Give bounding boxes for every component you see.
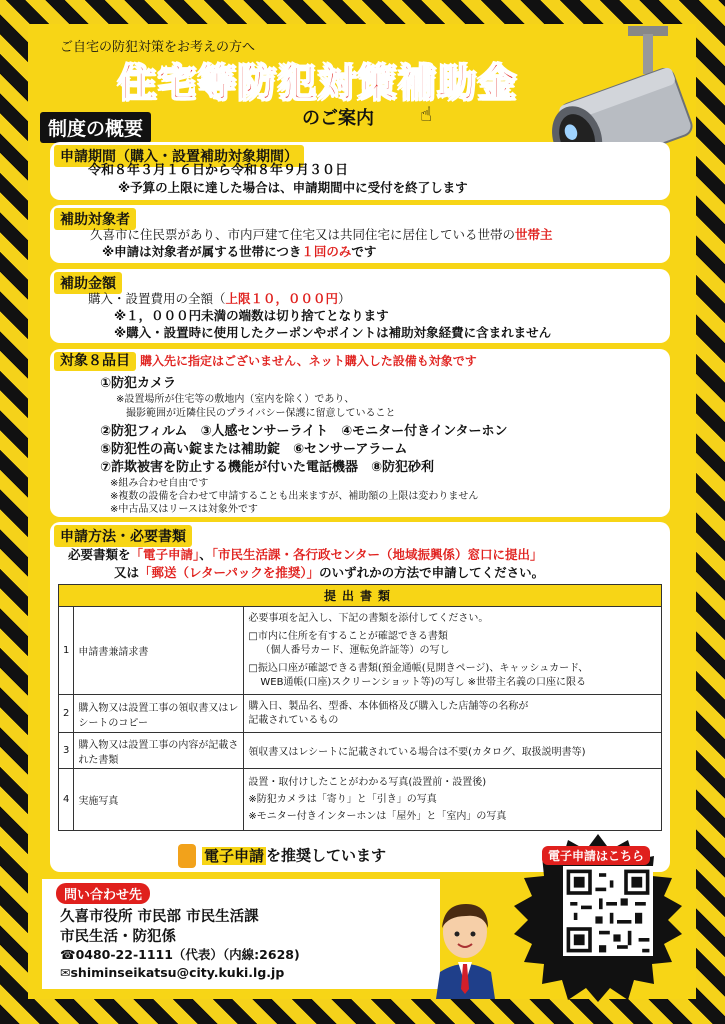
row-number: 4	[59, 769, 74, 831]
items-row3: ⑤防犯性の高い錠または補助錠 ⑥センサーアラーム	[100, 442, 408, 457]
row-detail-line: （個人番号カード、運転免許証等）の写し	[260, 644, 450, 656]
table-row	[59, 769, 662, 831]
table-row	[59, 695, 662, 733]
eligible-line2	[102, 243, 376, 260]
row-detail	[244, 695, 662, 733]
eligible-head-of-household: 世帯主	[515, 227, 553, 242]
eligible-once: １回のみ	[301, 244, 352, 259]
contact-phone: ☎0480-22-1111（代表）（内線:2628)	[60, 947, 300, 962]
eligible-heading: 補助対象者	[54, 208, 136, 230]
table-header: 提出書類	[59, 585, 662, 607]
amount-paren: ）	[338, 291, 351, 306]
period-heading: 申請期間（購入・設置補助対象期間）	[54, 145, 304, 167]
person-illustration	[428, 894, 503, 999]
recommend-text: を推奨しています	[266, 846, 387, 865]
contact-tag: 問い合わせ先	[56, 883, 150, 904]
contact-section: 市民生活・防犯係	[60, 929, 176, 945]
method-or: 又は	[114, 565, 140, 580]
qr-label: 電子申請はこちら	[542, 846, 650, 865]
item-camera-note1: ※設置場所が住宅等の敷地内（室内を除く）であり、	[116, 394, 355, 405]
table-row	[59, 607, 662, 695]
row-detail-line: WEB通帳(口座)スクリーンショット等)の写し ※世帯主名義の口座に限る	[260, 676, 587, 688]
amount-note2: ※購入・設置時に使用したクーポンやポイントは補助対象経費に含まれません	[114, 325, 552, 340]
method-text2: のいずれかの方法で申請してください。	[319, 565, 545, 580]
recommend-line	[178, 844, 386, 868]
row-detail-line: 購入日、製品名、型番、本体価格及び購入した店舗等の名称が	[248, 700, 529, 712]
eligible-text: 久喜市に住民票があり、市内戸建て住宅又は共同住宅に居住している世帯の	[90, 227, 516, 242]
amount-heading: 補助金額	[54, 272, 122, 294]
row-number: 2	[59, 695, 74, 733]
row-name: 購入物又は設置工事の内容が記載された書類	[74, 733, 244, 769]
method-line1	[68, 546, 543, 563]
items-row4: ⑦詐欺被害を防止する機能が付いた電話機器 ⑧防犯砂利	[100, 460, 435, 475]
items-heading-note: 購入先に指定はございません、ネット購入した設備も対象です	[139, 354, 477, 368]
contact-email[interactable]: ✉shiminseikatsu@city.kuki.lg.jp	[60, 965, 285, 980]
row-name: 購入物又は設置工事の領収書又はレシートのコピー	[74, 695, 244, 733]
overview-label: 制度の概要	[40, 112, 151, 143]
row-number: 3	[59, 733, 74, 769]
amount-text: 購入・設置費用の全額（	[88, 291, 226, 306]
row-detail-line: □市内に住所を有することが確認できる書類	[248, 630, 448, 642]
row-detail	[244, 769, 662, 831]
row-name: 申請書兼請求書	[74, 607, 244, 695]
method-comma: 、	[199, 547, 212, 562]
contact-office: 久喜市役所 市民部 市民生活課	[60, 909, 259, 925]
amount-note1: ※１，０００円未満の端数は切り捨てとなります	[114, 308, 389, 323]
amount-line1	[88, 290, 351, 307]
eligible-note: ※申請は対象者が属する世帯につき	[102, 244, 302, 259]
row-detail-line: ※防犯カメラは「寄り」と「引き」の写真	[248, 794, 437, 805]
row-detail-line: □振込口座が確認できる書類(預金通帳(見開きページ)、キャッシュカード、	[248, 662, 589, 674]
eligible-note-end: です	[351, 244, 377, 259]
period-dates: 令和８年３月１６日から令和８年９月３０日	[88, 163, 349, 178]
item-camera: ①防犯カメラ	[100, 376, 177, 391]
items-row2: ②防犯フィルム ③人感センサーライト ④モニター付きインターホン	[100, 424, 508, 439]
items-note3: ※中古品又はリースは対象外です	[110, 504, 258, 515]
main-title: 住宅等防犯対策補助金	[118, 61, 519, 105]
row-detail-line: 記載されているもの	[248, 714, 339, 726]
amount-section	[50, 269, 670, 343]
qr-code[interactable]	[563, 866, 653, 956]
method-heading: 申請方法・必要書類	[54, 525, 192, 547]
documents-table	[58, 584, 662, 831]
table-row	[59, 733, 662, 769]
table-header-row	[59, 585, 662, 607]
row-detail-line: 必要事項を記入し、下記の書類を添付してください。	[248, 612, 489, 624]
items-heading: 対象８品目	[54, 352, 136, 371]
subtitle: ご自宅の防犯対策をお考えの方へ	[60, 40, 256, 55]
items-section	[50, 349, 670, 517]
smartphone-icon	[178, 844, 196, 868]
row-detail: 領収書又はレシートに記載されている場合は不要(カタログ、取扱説明書等)	[244, 733, 662, 769]
item-camera-note2: 撮影範囲が近隣住民のプライバシー保護に留意していること	[126, 408, 396, 419]
method-counter: 「市民生活課・各行政センター（地域振興係）窓口に提出」	[211, 547, 543, 562]
items-note2: ※複数の設備を合わせて申請することも出来ますが、補助額の上限は変わりません	[110, 491, 479, 502]
pointing-hand-icon: ☝	[420, 102, 433, 126]
method-text1: 必要書類を	[68, 547, 131, 562]
row-detail-line: ※モニター付きインターホンは「屋外」と「室内」の写真	[248, 811, 507, 822]
title-sub: のご案内	[302, 108, 374, 129]
amount-limit: 上限１０，０００円	[225, 291, 339, 306]
period-section	[50, 142, 670, 200]
items-heading-row	[54, 352, 477, 371]
period-note: ※予算の上限に達した場合は、申請期間中に受付を終了します	[118, 180, 468, 195]
recommend-electronic: 電子申請	[204, 846, 265, 865]
eligible-section	[50, 205, 670, 263]
row-detail-line: 設置・取付けしたことがわかる写真(設置前・設置後)	[248, 777, 487, 788]
method-mail: 「郵送（レターパックを推奨）」	[139, 565, 320, 580]
items-note1: ※組み合わせ自由です	[110, 478, 209, 489]
row-number: 1	[59, 607, 74, 695]
row-name: 実施写真	[74, 769, 244, 831]
flyer-inner	[28, 24, 696, 999]
row-detail	[244, 607, 662, 695]
eligible-line1	[90, 226, 553, 243]
method-line2	[114, 564, 544, 581]
contact-box	[42, 879, 440, 989]
method-electronic: 「電子申請」	[130, 547, 200, 562]
